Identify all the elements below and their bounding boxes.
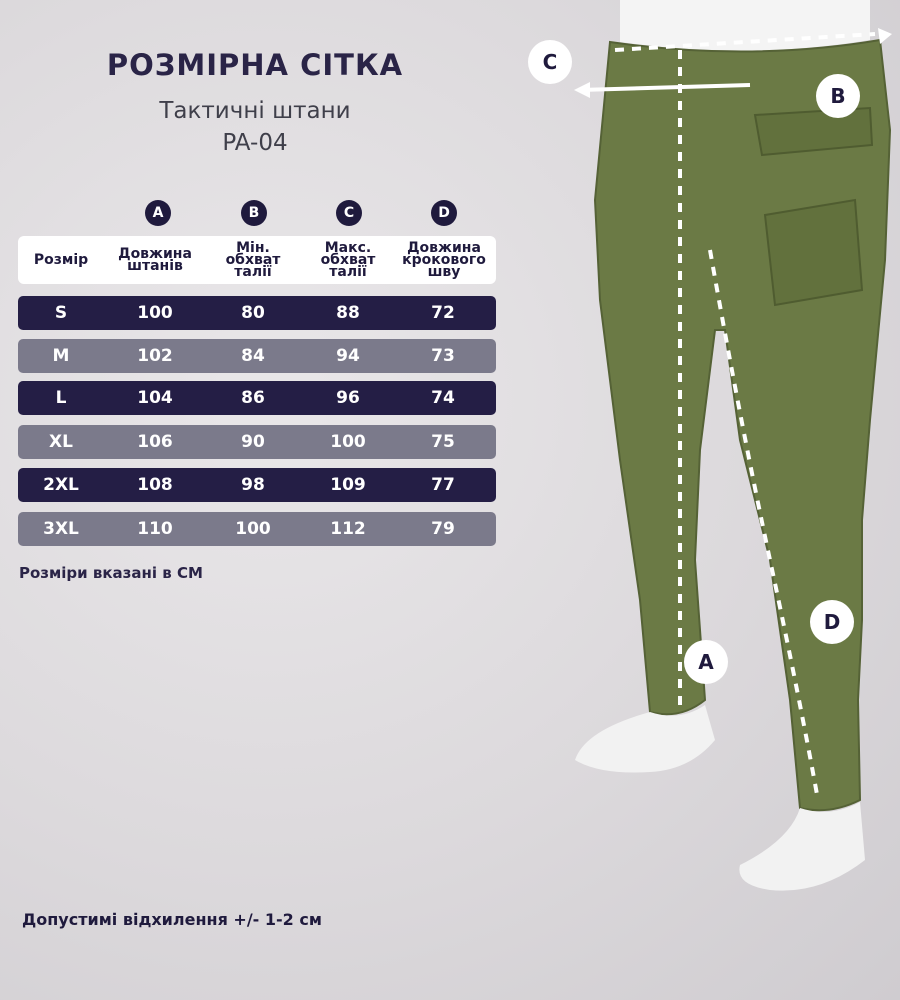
cell-max-waist: 109 (330, 475, 366, 495)
table-row (18, 339, 496, 373)
cell-min-waist: 84 (241, 346, 265, 366)
header-length-line2: штанів (127, 258, 183, 274)
cell-max-waist: 88 (336, 303, 360, 323)
header-max-waist-line3: талії (329, 264, 367, 280)
cell-length: 100 (137, 303, 173, 323)
table-row (18, 381, 496, 415)
cell-length: 106 (137, 432, 173, 452)
header-min-waist (208, 236, 298, 284)
cell-min-waist: 98 (241, 475, 265, 495)
cargo-pocket (765, 200, 862, 305)
table-row (18, 296, 496, 330)
cell-inseam: 72 (431, 303, 455, 323)
cell-length: 102 (137, 346, 173, 366)
label-c (528, 40, 572, 84)
header-size-label: Розмір (33, 252, 89, 268)
cell-max-waist: 100 (330, 432, 366, 452)
cell-min-waist: 100 (235, 519, 271, 539)
label-d-text: D (823, 610, 841, 634)
column-letter-a: A (145, 200, 171, 226)
cell-max-waist: 112 (330, 519, 366, 539)
cell-inseam: 73 (431, 346, 455, 366)
label-d (810, 600, 854, 644)
header-inseam-line2: крокового (402, 252, 486, 268)
header-length-line1: Довжина (118, 246, 192, 262)
label-b (816, 74, 860, 118)
cell-size: M (52, 346, 70, 366)
header-max-waist-line1: Макс. (324, 240, 372, 256)
header-max-waist (303, 236, 393, 284)
column-letter-b: B (241, 200, 267, 226)
cell-size: 3XL (43, 519, 79, 539)
cell-min-waist: 80 (241, 303, 265, 323)
cell-inseam: 74 (431, 388, 455, 408)
cell-inseam: 75 (431, 432, 455, 452)
shirt-shape (620, 0, 870, 51)
cell-size: XL (49, 432, 73, 452)
product-model: PA-04 (222, 130, 288, 156)
table-header (18, 236, 496, 284)
column-letter-c: C (336, 200, 362, 226)
cell-length: 110 (137, 519, 173, 539)
header-max-waist-line2: обхват (320, 252, 376, 268)
cell-size: S (54, 303, 68, 323)
header-min-waist-line2: обхват (225, 252, 281, 268)
cell-inseam: 77 (431, 475, 455, 495)
header-min-waist-line3: талії (234, 264, 272, 280)
label-b-text: B (830, 84, 846, 108)
table-row (18, 512, 496, 546)
cell-min-waist: 90 (241, 432, 265, 452)
cell-inseam: 79 (431, 519, 455, 539)
label-a-text: A (698, 650, 714, 674)
column-letter-row (0, 200, 520, 228)
label-c-text: C (542, 50, 558, 74)
cell-min-waist: 86 (241, 388, 265, 408)
pants-measurement-illustration (500, 0, 900, 1000)
cell-size: 2XL (43, 475, 79, 495)
cell-length: 108 (137, 475, 173, 495)
header-inseam-line1: Довжина (407, 240, 481, 256)
cell-size: L (55, 388, 67, 408)
arrow-left-icon (574, 82, 590, 98)
right-sock (739, 802, 865, 891)
units-note: Розміри вказані в СМ (19, 564, 203, 582)
table-row (18, 425, 496, 459)
header-inseam-line3: шву (427, 264, 461, 280)
product-subtitle: Тактичні штани (159, 98, 351, 124)
table-row (18, 468, 496, 502)
page-title: РОЗМІРНА СІТКА (106, 48, 404, 82)
arrow-right-icon (878, 28, 892, 44)
cell-max-waist: 96 (336, 388, 360, 408)
cell-max-waist: 94 (336, 346, 360, 366)
header-min-waist-line1: Мін. (236, 240, 270, 256)
header-length (110, 236, 200, 284)
tolerance-note: Допустимі відхилення +/- 1-2 см (22, 910, 322, 929)
header-size (18, 236, 104, 284)
column-letter-d: D (431, 200, 457, 226)
left-sock (575, 705, 715, 773)
label-a (684, 640, 728, 684)
cell-length: 104 (137, 388, 173, 408)
header-inseam (396, 236, 492, 284)
